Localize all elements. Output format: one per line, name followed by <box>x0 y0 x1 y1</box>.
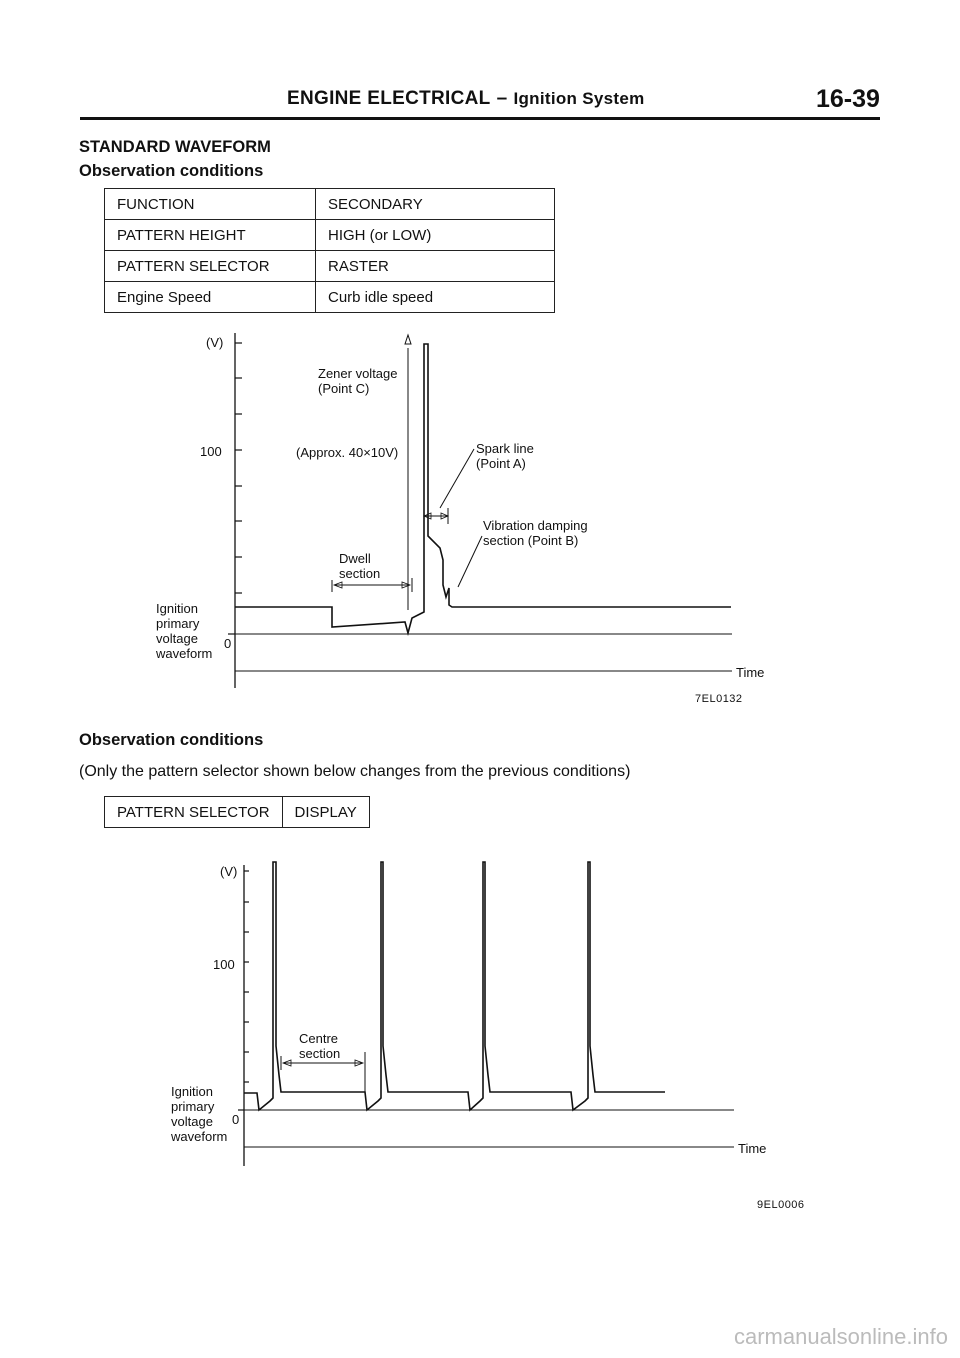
header-separator: – <box>496 88 508 109</box>
table-cell-value: DISPLAY <box>282 797 369 828</box>
y-unit-label: (V) <box>220 864 238 879</box>
watermark: carmanualsonline.info <box>733 1324 948 1349</box>
table-cell-key: PATTERN HEIGHT <box>105 220 316 251</box>
table-cell-key: PATTERN SELECTOR <box>105 251 316 282</box>
observation-conditions-title: Observation conditions <box>79 162 264 180</box>
label-line: section <box>339 566 381 581</box>
observation-conditions-title-2: Observation conditions <box>79 731 264 749</box>
y-axis-title-line: primary <box>156 616 200 631</box>
approx-voltage-label: (Approx. 40×10V) <box>296 445 399 460</box>
label-line: Zener voltage <box>318 366 398 381</box>
label-line: Centre <box>299 1031 339 1046</box>
figure-code: 9EL0006 <box>757 1199 805 1211</box>
y-axis-title-line: Ignition <box>171 1084 213 1099</box>
y-tick-100-label: 100 <box>200 444 222 459</box>
label-line: Spark line <box>476 441 534 456</box>
table-cell-key: PATTERN SELECTOR <box>105 797 283 828</box>
y-axis-title-line: waveform <box>171 1129 228 1144</box>
label-line: (Point C) <box>318 381 370 396</box>
table-cell-value: HIGH (or LOW) <box>316 220 555 251</box>
y-tick-0-label: 0 <box>232 1112 240 1127</box>
centre-section-label <box>299 1031 340 1061</box>
label-line: Dwell <box>339 551 371 566</box>
table-cell-value: RASTER <box>316 251 555 282</box>
label-line: section (Point B) <box>483 533 579 548</box>
y-axis-title-line: voltage <box>156 631 198 646</box>
y-tick-0-label: 0 <box>224 636 232 651</box>
x-axis-label: Time <box>738 1141 767 1156</box>
label-line: Vibration damping <box>483 518 588 533</box>
conditions-note: (Only the pattern selector shown below changes from the previous conditions) <box>79 763 631 780</box>
y-unit-label: (V) <box>206 335 224 350</box>
figure-code: 7EL0132 <box>695 693 743 705</box>
subsection-name: Ignition System <box>513 89 645 108</box>
y-axis-title-line: voltage <box>171 1114 213 1129</box>
section-name: ENGINE ELECTRICAL <box>287 88 491 109</box>
y-axis-title-line: primary <box>171 1099 215 1114</box>
label-line: (Point A) <box>476 456 526 471</box>
waveform-trace <box>244 862 665 1110</box>
table-cell-value: SECONDARY <box>316 189 555 220</box>
label-line: section <box>299 1046 341 1061</box>
standard-waveform-title: STANDARD WAVEFORM <box>79 138 271 156</box>
table-cell-key: FUNCTION <box>105 189 316 220</box>
y-axis-title-line: Ignition <box>156 601 198 616</box>
y-axis-title <box>171 1084 227 1144</box>
page-number: 16-39 <box>816 85 880 113</box>
y-tick-100-label: 100 <box>213 957 235 972</box>
x-axis-label: Time <box>736 665 765 680</box>
table-cell-value: Curb idle speed <box>316 282 555 313</box>
table-cell-key: Engine Speed <box>105 282 316 313</box>
y-axis-title-line: waveform <box>156 646 213 661</box>
